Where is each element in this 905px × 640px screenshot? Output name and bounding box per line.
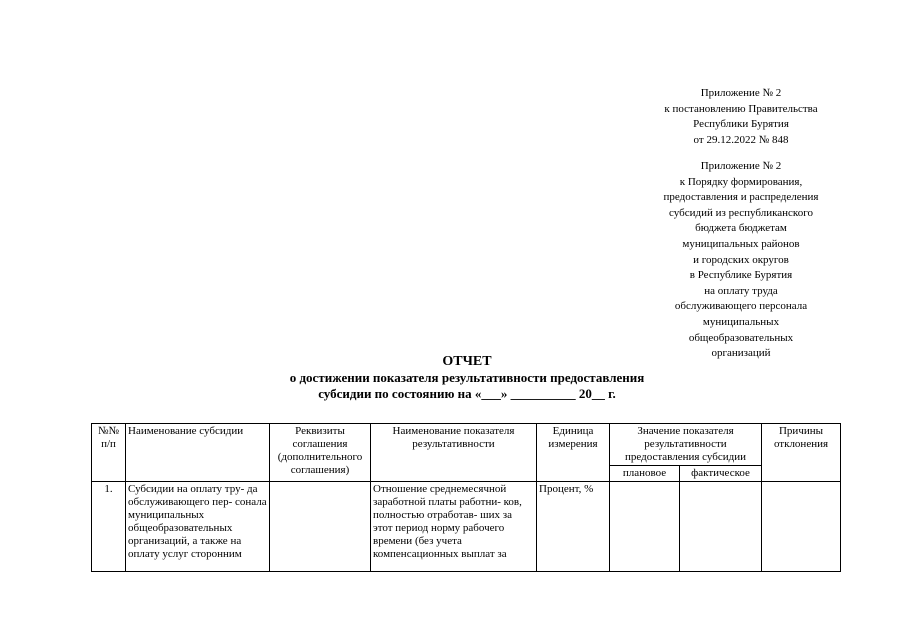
appendix-line: от 29.12.2022 № 848 (693, 133, 789, 146)
header-num: №№ п/п (92, 424, 126, 482)
header-actual: фактическое (680, 466, 762, 482)
report-title-main: ОТЧЕТ (442, 354, 492, 369)
header-agreement: Реквизиты соглашения (дополнительного соглашения) (270, 424, 371, 482)
cell-unit: Процент, % (537, 482, 610, 572)
cell-actual (680, 482, 762, 572)
report-table (91, 423, 841, 572)
appendix-line: общеобразовательных (688, 331, 794, 344)
appendix-line: к Порядку формирования, (679, 175, 803, 188)
cell-indicator: Отношение среднемесячной заработной платы работни- ков, полностью отработав- ших за этот период норму рабочего времени (без учета компенсационных выплат за (371, 482, 537, 572)
cell-num: 1. (92, 482, 126, 572)
appendix-line: муниципальных (702, 315, 780, 328)
report-title (160, 354, 774, 402)
cell-planned (610, 482, 680, 572)
appendix-line: на оплату труда (704, 284, 778, 297)
table-header-row (92, 424, 841, 466)
appendix-line: бюджета бюджетам (695, 222, 787, 235)
header-indicator: Наименование показателя результативности (371, 424, 537, 482)
report-title-date: субсидии по состоянию на «___» __________ 20__ г. (318, 386, 616, 401)
appendix-line: Республики Бурятия (693, 118, 789, 131)
header-value: Значение показателя результативности предоставления субсидии (610, 424, 762, 466)
appendix-line: обслуживающего персонала (674, 300, 808, 313)
appendix-to-procedure (640, 159, 842, 362)
header-subsidy: Наименование субсидии (126, 424, 270, 482)
table-row (92, 482, 841, 572)
appendix-line: субсидий из республиканского (669, 206, 813, 219)
cell-reasons (762, 482, 841, 572)
header-unit: Единица измерения (537, 424, 610, 482)
appendix-line: предоставления и распределения (663, 191, 819, 204)
report-title-subject: о достижении показателя результативности предоставления (289, 370, 645, 385)
header-reasons: Причины отклонения (762, 424, 841, 482)
appendix-line: в Республике Бурятия (689, 269, 793, 282)
appendix-line: муниципальных районов (682, 237, 800, 250)
appendix-line: к постановлению Правительства (664, 102, 818, 115)
appendix-line: организаций (711, 347, 771, 360)
appendix-line: Приложение № 2 (700, 160, 782, 172)
header-planned: плановое (610, 466, 680, 482)
appendix-line: Приложение № 2 (700, 87, 782, 99)
appendix-to-resolution (640, 86, 842, 148)
cell-agreement (270, 482, 371, 572)
appendix-line: и городских округов (693, 253, 789, 266)
cell-subsidy: Субсидии на оплату тру- да обслуживающего пер- сонала муниципальных общеобразовательных организаций, а также на оплату услуг сторонним (126, 482, 270, 572)
